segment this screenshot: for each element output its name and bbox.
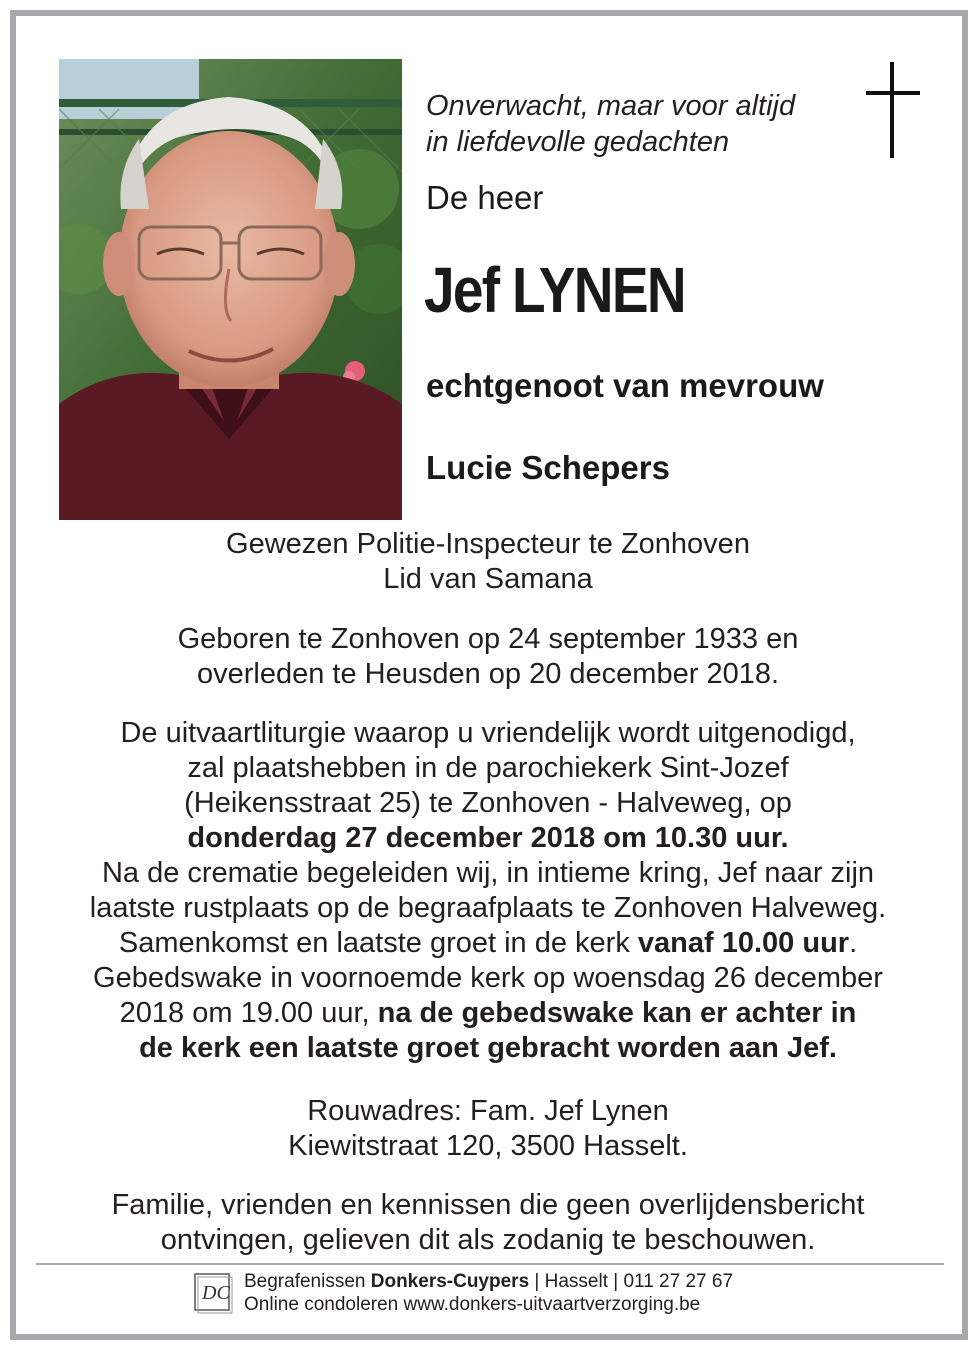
spouse-label: echtgenoot van mevrouw [426,367,824,404]
cross-icon [862,62,924,160]
funeral-home-logo [193,1272,233,1314]
gathering-period: . [849,927,858,959]
closing-line: ontvingen, gelieven dit als zodanig te beschouwen. [160,1224,816,1256]
funeral-home-name: Donkers-Cuypers [370,1271,530,1292]
spouse-name: Lucie Schepers [426,449,670,486]
footer-divider [36,1263,944,1265]
funeral-home-info [244,1270,733,1316]
occupation-block [40,527,936,597]
funeral-line: De uitvaartliturgie waarop u vriendelijk wordt uitgenodigd, [120,717,856,749]
birth-death-block [40,622,936,692]
occupation-line: Gewezen Politie-Inspecteur te Zonhoven [226,528,750,560]
funeral-block [40,716,936,1066]
funeral-home-prefix: Begrafenissen [244,1271,371,1292]
vigil-note: na de gebedswake kan er achter in [377,997,857,1029]
funeral-line: (Heikensstraat 25) te Zonhoven - Halveweg, op [184,787,792,819]
vigil-line: Gebedswake in voornoemde kerk op woensdag 26 december [93,962,883,994]
closing-line: Familie, vrienden en kennissen die geen overlijdensbericht [111,1189,865,1221]
svg-text:DC: DC [202,1282,230,1304]
honorific: De heer [426,179,544,216]
gathering-line [40,926,936,961]
address-block [40,1094,936,1164]
funeral-line: zal plaatshebben in de parochiekerk Sint-Jozef [187,752,789,784]
death-line: overleden te Heusden op 20 december 2018. [196,658,780,690]
deceased-name: Jef LYNEN [424,254,685,326]
mourning-address: Kiewitstraat 120, 3500 Hasselt. [288,1130,688,1162]
funeral-date: donderdag 27 december 2018 om 10.30 uur. [187,822,789,854]
portrait-photo [59,59,402,520]
mourning-address-label: Rouwadres: Fam. Jef Lynen [307,1095,669,1127]
motto [426,88,856,160]
funeral-line: Na de crematie begeleiden wij, in intieme kring, Jef naar zijn [101,857,875,889]
gathering-text: Samenkomst en laatste groet in de kerk [118,927,638,959]
motto-line-2: in liefdevolle gedachten [426,126,730,158]
closing-block [40,1188,936,1258]
condolence-link[interactable]: Online condoleren www.donkers-uitvaartverzorging.be [244,1294,701,1315]
funeral-line: laatste rustplaats op de begraafplaats te Zonhoven Halveweg. [89,892,887,924]
gathering-time: vanaf 10.00 uur [637,927,850,959]
vigil-note: de kerk een laatste groet gebracht worden aan Jef. [139,1032,837,1064]
vigil-time: 2018 om 19.00 uur, [119,997,378,1029]
funeral-home-contact: | Hasselt | 011 27 27 67 [529,1271,734,1292]
birth-line: Geboren te Zonhoven op 24 september 1933 en [177,623,799,655]
motto-line-1: Onverwacht, maar voor altijd [426,90,796,122]
vigil-line [40,996,936,1031]
membership-line: Lid van Samana [383,563,593,595]
funeral-home-line [244,1270,733,1293]
